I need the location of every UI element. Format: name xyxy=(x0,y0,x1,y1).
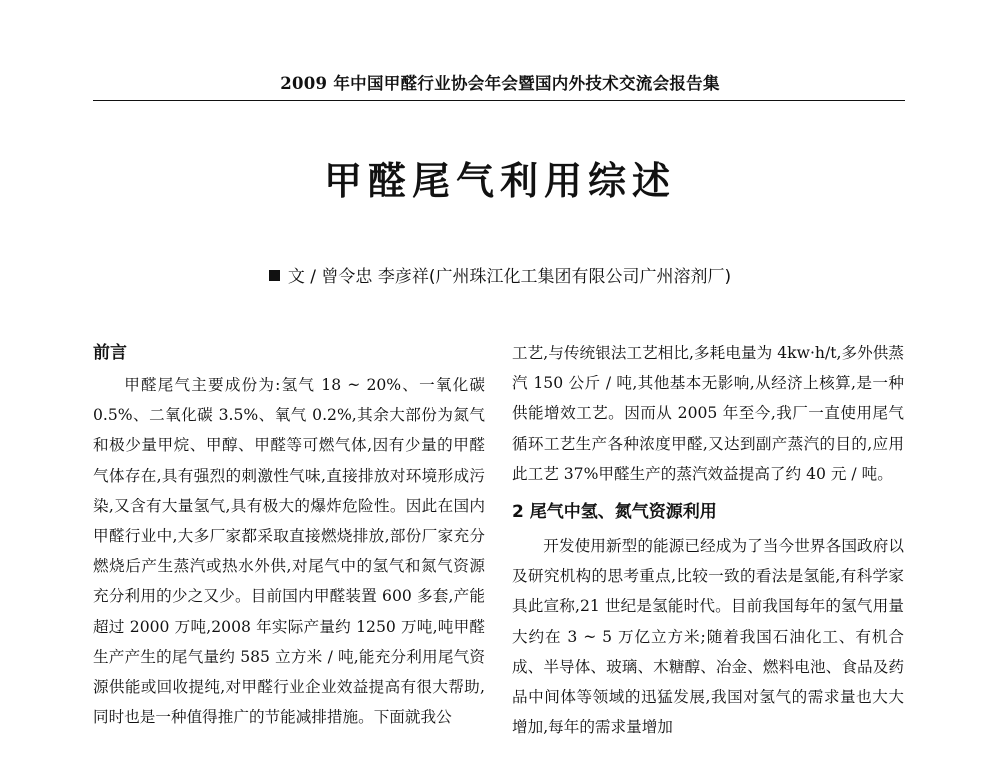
section-2-paragraph: 开发使用新型的能源已经成为了当今世界各国政府以及研究机构的思考重点,比较一致的看法是氢能,有科学家具此宣称,21 世纪是氢能时代。目前我国每年的氢气用量大约在 3 ~ 5 万亿立方米;随着我国石油化工、有机合成、半导体、玻璃、木糖醇、冶金、燃料电池、食品及药品中间体等领域的迅猛发展,我国对氢气的需求量也大大增加,每年的需求量增加 xyxy=(512,537,904,737)
running-header: 2009 年中国甲醛行业协会年会暨国内外技术交流会报告集 xyxy=(280,74,720,93)
article-title: 甲醛尾气利用综述 xyxy=(323,158,676,203)
section-heading-preface: 前言 xyxy=(93,343,127,363)
byline-text: 文 / 曾令忠 李彦祥(广州珠江化工集团有限公司广州溶剂厂) xyxy=(287,267,732,287)
left-column xyxy=(93,338,485,732)
continued-paragraph: 工艺,与传统银法工艺相比,多耗电量为 4kw·h/t,多外供蒸汽 150 公斤 / 吨,其他基本无影响,从经济上核算,是一种供能增效工艺。因而从 2005 年至今,我厂一直使用尾气循环工艺生产各种浓度甲醛,又达到副产蒸汽的目的,应用此工艺 37%甲醛生产的蒸汽效益提高了约 40 元 / 吨。 xyxy=(512,344,904,483)
section-heading-2: 2 尾气中氢、氮气资源利用 xyxy=(512,502,717,523)
preface-paragraph: 甲醛尾气主要成份为:氢气 18 ~ 20%、一氧化碳 0.5%、二氧化碳 3.5%、氧气 0.2%,其余大部份为氮气和极少量甲烷、甲醇、甲醛等可燃气体,因有少量的甲醛气体存在,具有强烈的刺激性气味,直接排放对环境形成污染,又含有大量氢气,具有极大的爆炸危险性。因此在国内甲醛行业中,大多厂家都采取直接燃烧排放,部份厂家充分燃烧后产生蒸汽或热水外供,对尾气中的氢气和氮气资源充分利用的少之又少。目前国内甲醛装置 600 多套,产能超过 2000 万吨,2008 年实际产量约 1250 万吨,吨甲醛生产产生的尾气量约 585 立方米 / 吨,能充分利用尾气资源供能或回收提纯,对甲醛行业企业效益提高有很大帮助,同时也是一种值得推广的节能减排措施。下面就我公 xyxy=(93,376,485,727)
right-column xyxy=(512,338,904,742)
byline xyxy=(0,262,1000,287)
header-rule xyxy=(93,100,905,101)
byline-bullet-icon xyxy=(269,270,280,281)
